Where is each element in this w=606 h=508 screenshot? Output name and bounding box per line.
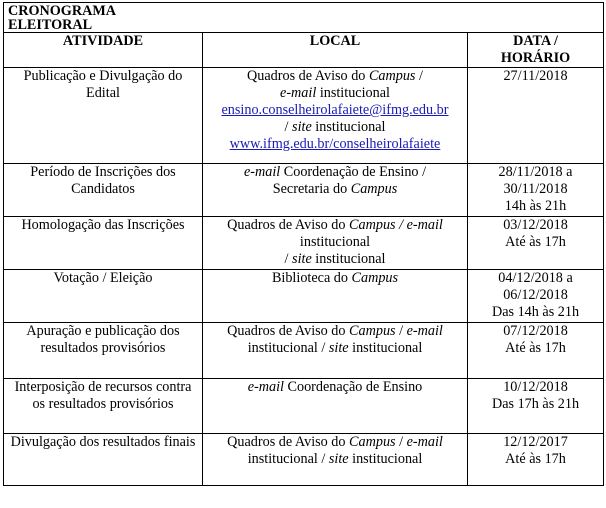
data-text: 12/12/2017 [503,434,568,450]
local-text-italic: Campus [350,181,398,197]
local-text: Quadros de Aviso do [227,434,350,450]
data-text: 30/11/2018 [503,181,568,197]
local-text: / [415,68,423,84]
local-cell [203,323,468,379]
local-cell [203,270,468,323]
atividade-cell: Publicação e Divulgação do Edital [4,68,203,164]
atividade-cell: Votação / Eleição [4,270,203,323]
local-text-italic: Campus [368,68,416,84]
local-text: institucional / [247,340,329,356]
local-text-italic: e-mail [406,323,443,339]
local-text: Quadros de Aviso do [227,323,350,339]
table-row [4,164,604,217]
local-text-italic: site [328,451,349,467]
atividade-cell: Divulgação dos resultados finais [4,434,203,486]
local-cell [203,379,468,434]
local-cell [203,217,468,270]
data-text: 07/12/2018 [503,323,568,339]
header-data [468,33,604,68]
local-text: institucional [316,85,390,101]
data-cell [468,217,604,270]
local-text: / [395,323,407,339]
data-text: 28/11/2018 a [498,164,573,180]
local-text: Quadros de Aviso do [247,68,369,84]
local-text-italic: e-mail [406,434,443,450]
data-text: 14h às 21h [504,198,567,214]
local-text-italic: Campus [349,323,396,339]
local-text: / [395,434,407,450]
header-local: LOCAL [203,33,468,68]
local-text: institucional [311,251,386,267]
data-text: 03/12/2018 [503,217,568,233]
local-cell [203,434,468,486]
local-text: institucional [348,451,423,467]
local-text: Secretaria do [272,181,351,197]
data-cell [468,270,604,323]
cronograma-table-container [3,2,603,507]
table-row [4,217,604,270]
header-data-line-1: DATA / [513,33,558,49]
data-cell [468,164,604,217]
data-cell [468,68,604,164]
table-row [4,379,604,434]
local-text: Coordenação de Ensino / [280,164,427,180]
data-cell [468,323,604,379]
email-link[interactable]: ensino.conselheirolafaiete@ifmg.edu.br [221,102,449,118]
data-text: Das 17h às 21h [491,396,580,412]
local-cell [203,68,468,164]
data-text: 04/12/2018 a [498,270,573,286]
header-data-line-2: HORÁRIO [500,50,571,66]
local-text-italic: site [328,340,349,356]
data-cell [468,434,604,486]
local-text: Quadros de Aviso do [227,217,350,233]
title-row [4,3,604,33]
atividade-cell: Período de Inscrições dos Candidatos [4,164,203,217]
local-text-italic: site [292,119,312,135]
data-text: Até às 17h [505,451,566,467]
data-text: 06/12/2018 [503,287,568,303]
local-text-italic: e-mail [247,379,284,395]
local-text: Biblioteca do [271,270,352,286]
local-text-italic: Campus [349,434,396,450]
header-atividade: ATIVIDADE [4,33,203,68]
title-line-2: ELEITORAL [8,17,93,33]
local-text: institucional [299,234,371,250]
cronograma-table [3,2,604,486]
local-text-italic: Campus [351,270,399,286]
local-cell [203,164,468,217]
local-text-italic: Campus / e-mail [349,217,443,233]
local-text: institucional [311,119,386,135]
data-text: Até às 17h [505,234,566,250]
local-text: / [284,251,293,267]
local-text: / [284,119,293,135]
local-text: Coordenação de Ensino [283,379,423,395]
table-row [4,270,604,323]
table-title [4,3,604,33]
local-text-italic: e-mail [243,164,281,180]
data-text: 10/12/2018 [503,379,568,395]
local-text: institucional / [247,451,329,467]
local-text-italic: e-mail [280,85,317,101]
data-text: 27/11/2018 [503,68,568,84]
data-text: Até às 17h [505,340,566,356]
title-line-1: CRONOGRAMA [8,3,116,19]
header-row [4,33,604,68]
table-row [4,434,604,486]
local-text: institucional [348,340,423,356]
table-row [4,68,604,164]
atividade-cell: Homologação das Inscrições [4,217,203,270]
data-text: Das 14h às 21h [491,304,580,320]
atividade-cell: Apuração e publicação dos resultados provisórios [4,323,203,379]
website-link[interactable]: www.ifmg.edu.br/conselheirolafaiete [229,136,441,152]
local-text-italic: site [292,251,312,267]
atividade-cell: Interposição de recursos contra os resultados provisórios [4,379,203,434]
table-row [4,323,604,379]
data-cell [468,379,604,434]
